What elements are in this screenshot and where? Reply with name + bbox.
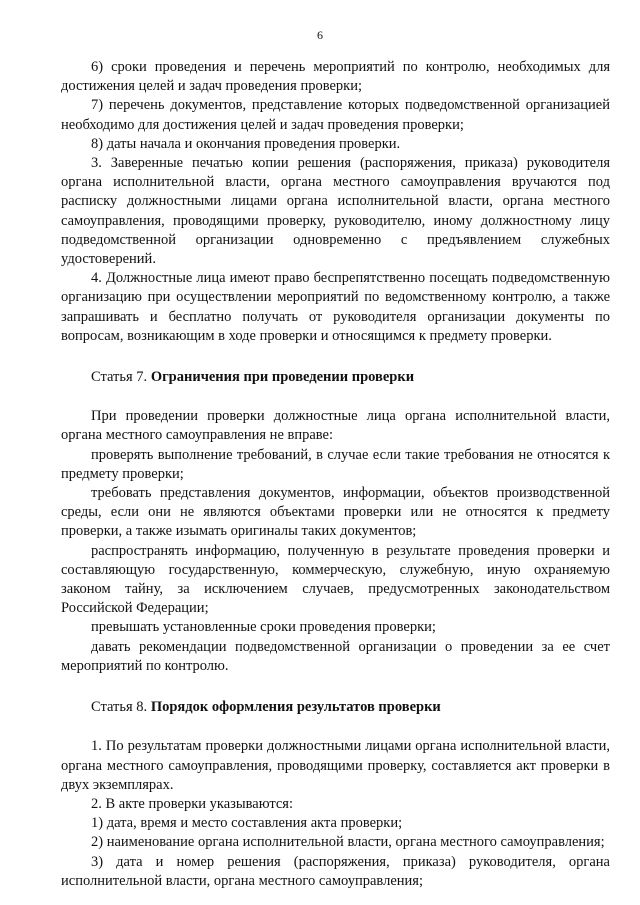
paragraph: 4. Должностные лица имеют право беспрепятственно посещать подведомственную организацию при осуществлении мероприятий по ведомственному контролю, а также запрашивать и бесплатно получать от руководителя организации документы по вопросам, возникающим в ходе проверки и относящимся к предмету проверки. [61,270,610,344]
paragraph: 6) сроки проведения и перечень мероприятий по контролю, необходимых для достижения целей и задач проведения проверки; [61,59,610,95]
paragraph: требовать представления документов, информации, объектов производственной среды, если они не являются объектами проверки или не относятся к предмету проверки, а также изымать оригиналы таких документов; [61,485,610,540]
paragraph: давать рекомендации подведомственной организации о проведении за ее счет мероприятий по контролю. [61,638,610,674]
article-8-number: Статья 8. [91,699,151,716]
article-7-title: Ограничения при проведении проверки [150,369,415,386]
paragraph: 3) дата и номер решения (распоряжения, приказа) руководителя, органа исполнительной власти, органа местного самоуправления; [61,853,610,889]
paragraph: распространять информацию, полученную в результате проведения проверки и составляющую государственную, коммерческую, служебную, иную охраняемую законом тайну, за исключением случаев, предусмотренных законодательством Российской Федерации; [61,542,610,617]
paragraph: 1) дата, время и место составления акта проверки; [91,815,403,832]
paragraph: 3. Заверенные печатью копии решения (распоряжения, приказа) руководителя органа исполнительной власти, органа местного самоуправления вручаются под расписку должностными лицами органа исполнительной власти, органа местного самоуправления, проводящими проверку, руководителю, иному должностному лицу подведомственной организации одновременно с предъявлением служебных удостоверений. [61,155,610,268]
article-7-number: Статья 7. [91,369,151,386]
page-number: 6 [317,28,323,42]
paragraph: 8) даты начала и окончания проведения проверки. [91,135,401,152]
paragraph: превышать установленные сроки проведения проверки; [91,619,436,636]
paragraph: 7) перечень документов, представление которых подведомственной организацией необходимо для достижения целей и задач проведения проверки; [61,97,610,133]
paragraph: 2. В акте проверки указываются: [91,795,293,812]
article-8-title: Порядок оформления результатов проверки [150,699,441,716]
paragraph: 2) наименование органа исполнительной власти, органа местного самоуправления; [91,834,605,851]
paragraph: При проведении проверки должностные лица органа исполнительной власти, органа местного самоуправления не вправе: [61,408,610,444]
document-body [61,58,610,891]
paragraph: 1. По результатам проверки должностными лицами органа исполнительной власти, органа местного самоуправления, проводящими проверку, составляется акт проверки в двух экземплярах. [61,738,610,793]
paragraph: проверять выполнение требований, в случае если такие требования не относятся к предмету проверки; [61,446,610,482]
article-8-heading [61,698,610,717]
article-7-heading [61,368,610,387]
